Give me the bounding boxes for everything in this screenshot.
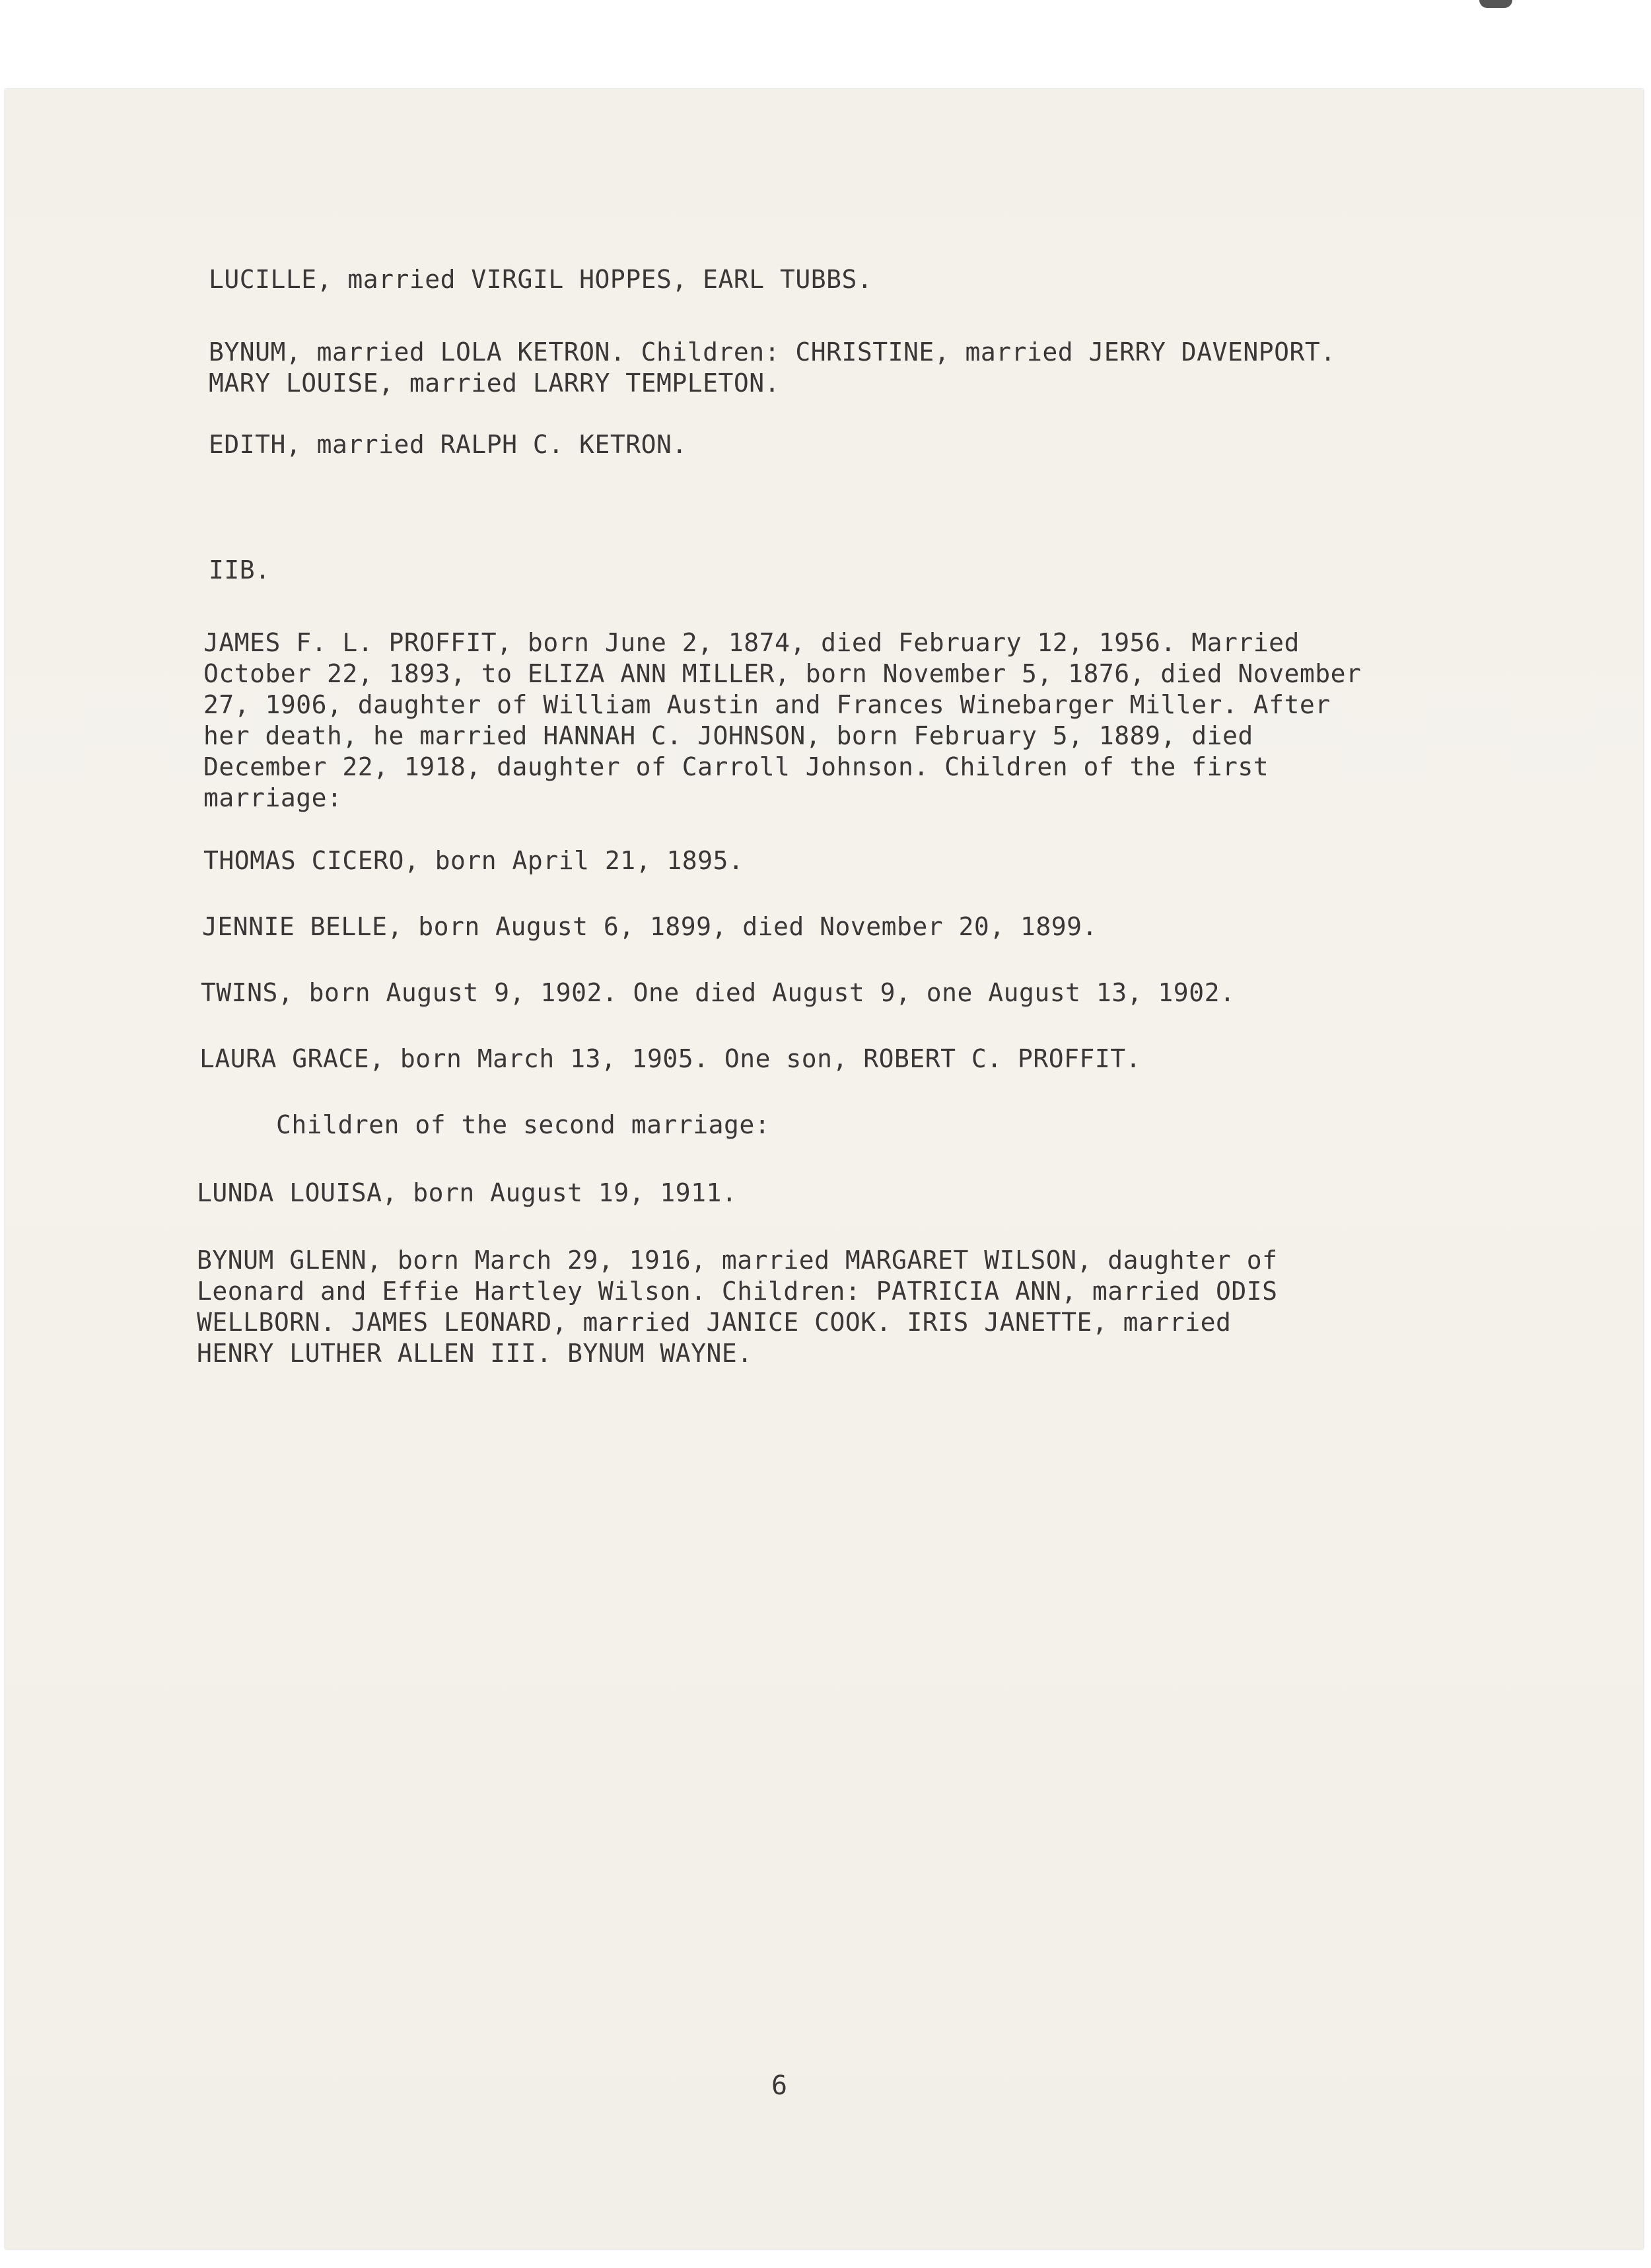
text-line: Children of the second marriage: <box>276 1110 771 1139</box>
text-line: BYNUM, married LOLA KETRON. Children: CHRISTINE, married JERRY DAVENPORT. <box>209 337 1336 367</box>
section-label: IIB. <box>209 555 271 585</box>
text-line: THOMAS CICERO, born April 21, 1895. <box>203 846 744 875</box>
text-line: LUNDA LOUISA, born August 19, 1911. <box>197 1178 738 1207</box>
scan-artifact <box>1479 0 1512 8</box>
text-line: 27, 1906, daughter of William Austin and Frances Winebarger Miller. After <box>203 690 1331 719</box>
text-line: LAURA GRACE, born March 13, 1905. One son, ROBERT C. PROFFIT. <box>199 1044 1142 1073</box>
text-line: MARY LOUISE, married LARRY TEMPLETON. <box>209 369 780 398</box>
text-line: JAMES F. L. PROFFIT, born June 2, 1874, died February 12, 1956. Married <box>203 628 1300 657</box>
text-line: EDITH, married RALPH C. KETRON. <box>209 430 687 459</box>
text-line: her death, he married HANNAH C. JOHNSON, born February 5, 1889, died <box>203 721 1253 750</box>
page-number: 6 <box>771 2071 788 2101</box>
text-line: December 22, 1918, daughter of Carroll Johnson. Children of the first <box>203 752 1269 781</box>
text-line: BYNUM GLENN, born March 29, 1916, married MARGARET WILSON, daughter of <box>197 1246 1278 1275</box>
text-line: TWINS, born August 9, 1902. One died August 9, one August 13, 1902. <box>201 978 1236 1007</box>
text-line: HENRY LUTHER ALLEN III. BYNUM WAYNE. <box>197 1339 753 1368</box>
text-line: WELLBORN. JAMES LEONARD, married JANICE COOK. IRIS JANETTE, married <box>197 1308 1232 1337</box>
text-line: JENNIE BELLE, born August 6, 1899, died November 20, 1899. <box>202 912 1098 941</box>
text-line: LUCILLE, married VIRGIL HOPPES, EARL TUBBS. <box>209 265 873 294</box>
text-line: Leonard and Effie Hartley Wilson. Children: PATRICIA ANN, married ODIS <box>197 1277 1278 1306</box>
text-line: marriage: <box>203 783 343 812</box>
typewritten-page <box>5 89 1643 2249</box>
text-line: October 22, 1893, to ELIZA ANN MILLER, born November 5, 1876, died November <box>203 659 1362 688</box>
